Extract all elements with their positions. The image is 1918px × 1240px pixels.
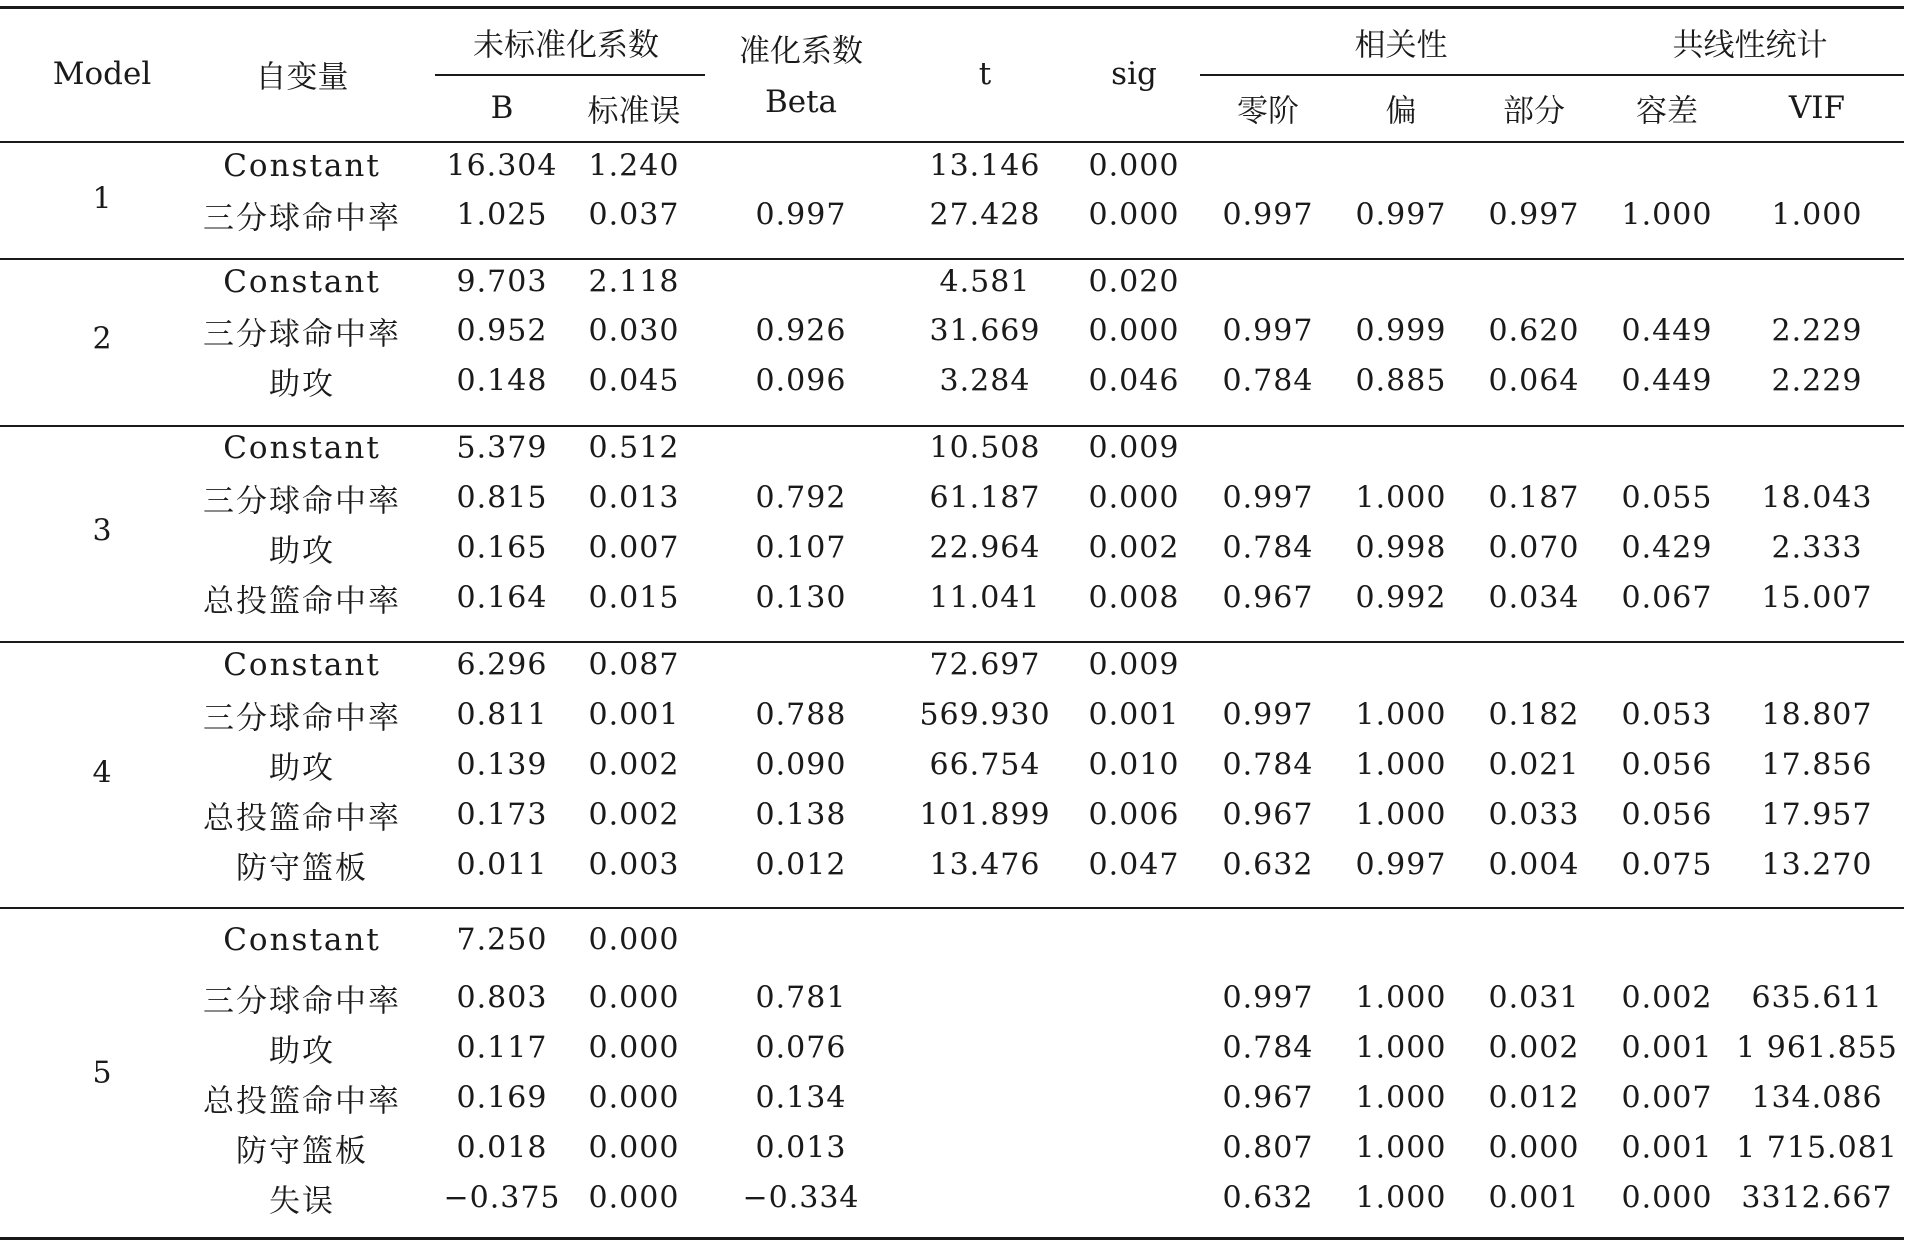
cell-se: 0.000 (588, 1080, 680, 1116)
cell-var: Constant (223, 264, 381, 300)
cell-t: 3.284 (939, 363, 1031, 399)
cell-se: 0.015 (588, 580, 680, 616)
cell-se: 0.007 (588, 530, 680, 566)
cell-beta: 0.781 (755, 980, 847, 1016)
cell-zero: 0.632 (1222, 847, 1314, 883)
header-t: t (978, 56, 992, 92)
cell-var: 三分球命中率 (203, 700, 401, 737)
cell-t: 13.476 (929, 847, 1041, 883)
cell-var: 助攻 (269, 1033, 335, 1070)
cell-vif: 15.007 (1761, 580, 1873, 616)
cell-beta: 0.926 (755, 313, 847, 349)
cell-vif: 1 715.081 (1736, 1130, 1898, 1166)
cell-b: 1.025 (456, 197, 548, 233)
cell-b: 0.173 (456, 797, 548, 833)
header-zero: 零阶 (1237, 93, 1299, 130)
cell-part: 0.004 (1488, 847, 1580, 883)
cell-beta: 0.138 (755, 797, 847, 833)
cell-zero: 0.784 (1222, 1030, 1314, 1066)
cell-part: 0.620 (1488, 313, 1580, 349)
cell-b: 6.296 (456, 647, 548, 683)
cell-part: 0.031 (1488, 980, 1580, 1016)
cell-sig: 0.006 (1088, 797, 1180, 833)
cell-b: 16.304 (446, 148, 558, 184)
cell-vif: 18.807 (1761, 697, 1873, 733)
cell-var: Constant (223, 430, 381, 466)
cell-beta: 0.997 (755, 197, 847, 233)
cell-b: −0.375 (443, 1180, 561, 1216)
cell-sig: 0.020 (1088, 264, 1180, 300)
cell-partial: 1.000 (1355, 480, 1447, 516)
cell-zero: 0.997 (1222, 480, 1314, 516)
cell-beta: 0.788 (755, 697, 847, 733)
cell-se: 0.030 (588, 313, 680, 349)
cell-t: 72.697 (929, 647, 1041, 683)
cell-part: 0.034 (1488, 580, 1580, 616)
cell-t: 569.930 (919, 697, 1051, 733)
cell-b: 0.164 (456, 580, 548, 616)
cell-partial: 1.000 (1355, 747, 1447, 783)
cell-t: 61.187 (929, 480, 1041, 516)
cell-zero: 0.784 (1222, 363, 1314, 399)
cell-vif: 17.957 (1761, 797, 1873, 833)
model-divider-1 (0, 258, 1904, 260)
cell-vif: 635.611 (1751, 980, 1883, 1016)
cell-vif: 13.270 (1761, 847, 1873, 883)
cell-part: 0.182 (1488, 697, 1580, 733)
header-beta: Beta (764, 84, 838, 120)
cell-partial: 0.997 (1355, 197, 1447, 233)
cell-beta: 0.096 (755, 363, 847, 399)
header-b: B (490, 90, 514, 126)
cell-zero: 0.997 (1222, 313, 1314, 349)
cell-beta: 0.792 (755, 480, 847, 516)
cell-se: 0.000 (588, 1030, 680, 1066)
cell-b: 0.169 (456, 1080, 548, 1116)
header-unstd: 未标准化系数 (473, 27, 659, 64)
model-divider-3 (0, 641, 1904, 643)
model-label: 4 (92, 755, 112, 791)
unstd-underline (435, 74, 705, 76)
cell-partial: 1.000 (1355, 1130, 1447, 1166)
cell-tol: 0.055 (1621, 480, 1713, 516)
cell-var: 三分球命中率 (203, 316, 401, 353)
cell-tol: 0.001 (1621, 1030, 1713, 1066)
cell-zero: 0.807 (1222, 1130, 1314, 1166)
cell-t: 66.754 (929, 747, 1041, 783)
cell-part: 0.033 (1488, 797, 1580, 833)
cell-var: 总投篮命中率 (203, 800, 401, 837)
cell-sig: 0.002 (1088, 530, 1180, 566)
cell-beta: 0.013 (755, 1130, 847, 1166)
cell-beta: 0.012 (755, 847, 847, 883)
cell-sig: 0.009 (1088, 647, 1180, 683)
cell-tol: 0.007 (1621, 1080, 1713, 1116)
cell-tol: 1.000 (1621, 197, 1713, 233)
cell-part: 0.002 (1488, 1030, 1580, 1066)
header-std: 准化系数 (739, 33, 863, 70)
cell-b: 0.815 (456, 480, 548, 516)
cell-sig: 0.000 (1088, 480, 1180, 516)
model-label: 3 (92, 513, 112, 549)
header-partial: 偏 (1385, 93, 1417, 130)
cell-partial: 1.000 (1355, 980, 1447, 1016)
cell-beta: −0.334 (742, 1180, 860, 1216)
header-tol: 容差 (1636, 93, 1698, 130)
cell-partial: 0.998 (1355, 530, 1447, 566)
cell-var: Constant (223, 922, 381, 958)
cell-t: 10.508 (929, 430, 1041, 466)
cell-sig: 0.000 (1088, 313, 1180, 349)
cell-zero: 0.784 (1222, 530, 1314, 566)
cell-b: 9.703 (456, 264, 548, 300)
cell-tol: 0.056 (1621, 797, 1713, 833)
cell-part: 0.012 (1488, 1080, 1580, 1116)
cell-zero: 0.967 (1222, 1080, 1314, 1116)
cell-part: 0.000 (1488, 1130, 1580, 1166)
cell-tol: 0.429 (1621, 530, 1713, 566)
cell-var: Constant (223, 148, 381, 184)
cell-tol: 0.056 (1621, 747, 1713, 783)
cell-vif: 2.333 (1771, 530, 1863, 566)
cell-se: 0.000 (588, 980, 680, 1016)
cell-b: 5.379 (456, 430, 548, 466)
cell-var: 三分球命中率 (203, 200, 401, 237)
header-corr: 相关性 (1354, 27, 1448, 64)
model-label: 1 (92, 181, 112, 217)
cell-part: 0.997 (1488, 197, 1580, 233)
cell-beta: 0.130 (755, 580, 847, 616)
cell-se: 0.013 (588, 480, 680, 516)
header-se: 标准误 (587, 93, 681, 130)
cell-zero: 0.784 (1222, 747, 1314, 783)
cell-var: 助攻 (269, 366, 335, 403)
cell-var: 助攻 (269, 750, 335, 787)
cell-zero: 0.967 (1222, 580, 1314, 616)
cell-partial: 1.000 (1355, 1180, 1447, 1216)
cell-zero: 0.997 (1222, 697, 1314, 733)
cell-partial: 0.999 (1355, 313, 1447, 349)
cell-t: 22.964 (929, 530, 1041, 566)
cell-beta: 0.076 (755, 1030, 847, 1066)
cell-sig: 0.001 (1088, 697, 1180, 733)
cell-beta: 0.107 (755, 530, 847, 566)
cell-t: 31.669 (929, 313, 1041, 349)
cell-zero: 0.997 (1222, 197, 1314, 233)
cell-var: 防守篮板 (236, 850, 368, 887)
cell-sig: 0.008 (1088, 580, 1180, 616)
cell-var: 防守篮板 (236, 1133, 368, 1170)
cell-b: 0.018 (456, 1130, 548, 1166)
cell-se: 0.000 (588, 922, 680, 958)
cell-var: 三分球命中率 (203, 983, 401, 1020)
cell-sig: 0.000 (1088, 148, 1180, 184)
model-divider-4 (0, 907, 1904, 909)
cell-se: 0.045 (588, 363, 680, 399)
cell-var: 助攻 (269, 533, 335, 570)
cell-var: Constant (223, 647, 381, 683)
cell-vif: 17.856 (1761, 747, 1873, 783)
cell-var: 失误 (269, 1183, 335, 1220)
cell-se: 0.003 (588, 847, 680, 883)
header-vif: VIF (1788, 90, 1846, 126)
cell-partial: 0.997 (1355, 847, 1447, 883)
cell-b: 7.250 (456, 922, 548, 958)
cell-tol: 0.002 (1621, 980, 1713, 1016)
cell-beta: 0.090 (755, 747, 847, 783)
cell-vif: 1.000 (1771, 197, 1863, 233)
cell-t: 101.899 (919, 797, 1051, 833)
cell-b: 0.165 (456, 530, 548, 566)
model-divider-2 (0, 425, 1904, 427)
cell-zero: 0.967 (1222, 797, 1314, 833)
header-part: 部分 (1503, 93, 1565, 130)
cell-sig: 0.010 (1088, 747, 1180, 783)
cell-se: 2.118 (588, 264, 680, 300)
cell-sig: 0.000 (1088, 197, 1180, 233)
cell-tol: 0.001 (1621, 1130, 1713, 1166)
cell-b: 0.952 (456, 313, 548, 349)
cell-tol: 0.067 (1621, 580, 1713, 616)
cell-zero: 0.632 (1222, 1180, 1314, 1216)
cell-var: 三分球命中率 (203, 483, 401, 520)
cell-b: 0.011 (456, 847, 548, 883)
cell-se: 0.002 (588, 797, 680, 833)
cell-vif: 18.043 (1761, 480, 1873, 516)
cell-vif: 134.086 (1751, 1080, 1883, 1116)
cell-se: 1.240 (588, 148, 680, 184)
header-collin: 共线性统计 (1672, 27, 1828, 64)
cell-sig: 0.046 (1088, 363, 1180, 399)
cell-partial: 1.000 (1355, 1030, 1447, 1066)
cell-part: 0.021 (1488, 747, 1580, 783)
cell-partial: 1.000 (1355, 697, 1447, 733)
cell-partial: 0.992 (1355, 580, 1447, 616)
cell-se: 0.002 (588, 747, 680, 783)
corr-collin-underline (1200, 74, 1904, 76)
cell-zero: 0.997 (1222, 980, 1314, 1016)
cell-vif: 2.229 (1771, 313, 1863, 349)
header-sig: sig (1111, 56, 1157, 92)
cell-t: 11.041 (929, 580, 1041, 616)
header-variable: 自变量 (255, 59, 349, 96)
cell-partial: 1.000 (1355, 797, 1447, 833)
cell-b: 0.117 (456, 1030, 548, 1066)
cell-se: 0.037 (588, 197, 680, 233)
cell-b: 0.811 (456, 697, 548, 733)
cell-b: 0.148 (456, 363, 548, 399)
cell-tol: 0.075 (1621, 847, 1713, 883)
cell-part: 0.070 (1488, 530, 1580, 566)
cell-b: 0.803 (456, 980, 548, 1016)
cell-t: 13.146 (929, 148, 1041, 184)
cell-b: 0.139 (456, 747, 548, 783)
cell-vif: 3312.667 (1741, 1180, 1893, 1216)
header-model: Model (52, 56, 152, 92)
cell-se: 0.000 (588, 1180, 680, 1216)
cell-beta: 0.134 (755, 1080, 847, 1116)
model-label: 2 (92, 321, 112, 357)
cell-part: 0.187 (1488, 480, 1580, 516)
cell-sig: 0.047 (1088, 847, 1180, 883)
cell-var: 总投篮命中率 (203, 1083, 401, 1120)
cell-vif: 2.229 (1771, 363, 1863, 399)
cell-tol: 0.053 (1621, 697, 1713, 733)
cell-part: 0.001 (1488, 1180, 1580, 1216)
cell-vif: 1 961.855 (1736, 1030, 1898, 1066)
model-label: 5 (92, 1055, 112, 1091)
header-bottom-rule (0, 141, 1904, 143)
cell-part: 0.064 (1488, 363, 1580, 399)
cell-tol: 0.449 (1621, 363, 1713, 399)
cell-sig: 0.009 (1088, 430, 1180, 466)
cell-partial: 1.000 (1355, 1080, 1447, 1116)
cell-tol: 0.000 (1621, 1180, 1713, 1216)
top-rule (0, 6, 1904, 9)
cell-partial: 0.885 (1355, 363, 1447, 399)
cell-t: 4.581 (939, 264, 1031, 300)
cell-se: 0.001 (588, 697, 680, 733)
cell-var: 总投篮命中率 (203, 583, 401, 620)
cell-t: 27.428 (929, 197, 1041, 233)
cell-se: 0.000 (588, 1130, 680, 1166)
cell-se: 0.087 (588, 647, 680, 683)
cell-tol: 0.449 (1621, 313, 1713, 349)
cell-se: 0.512 (588, 430, 680, 466)
